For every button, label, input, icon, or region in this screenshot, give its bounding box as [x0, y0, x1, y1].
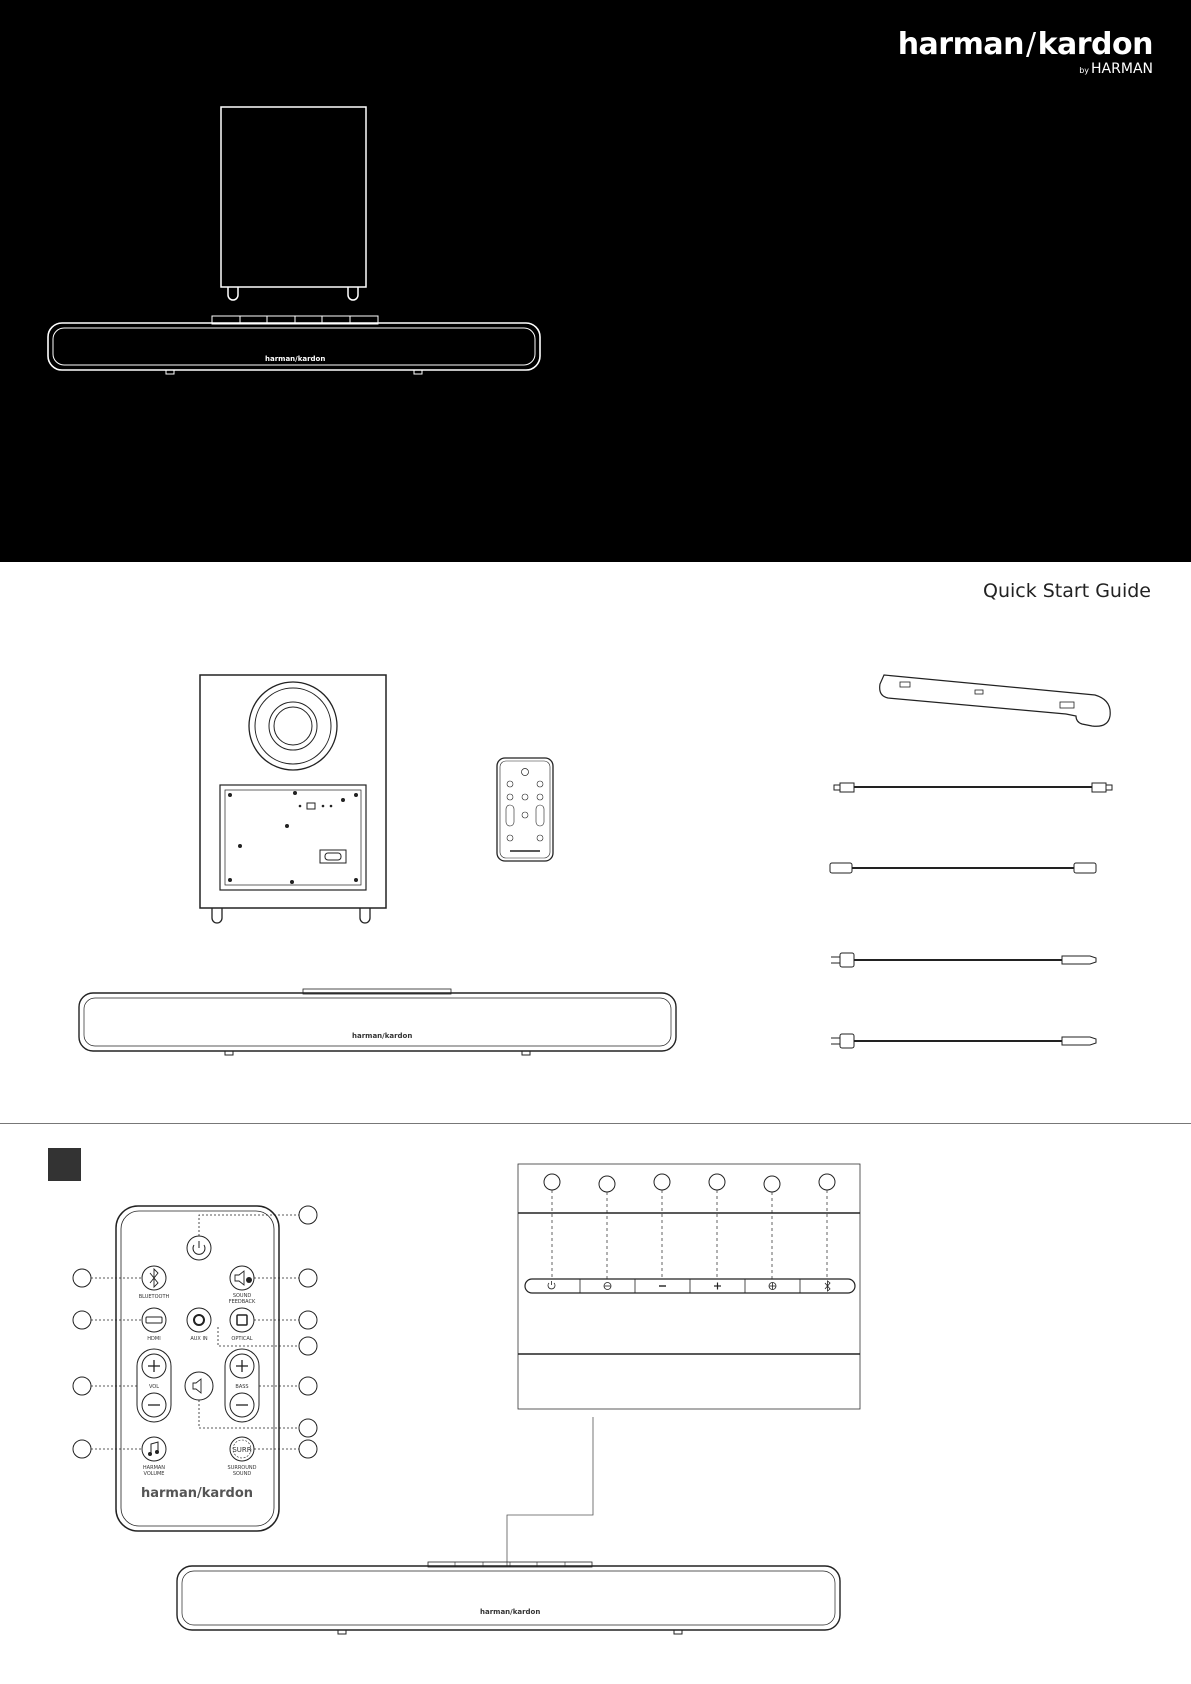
logo-kardon: kardon — [1037, 27, 1153, 62]
label-harman: HARMAN — [142, 1465, 166, 1471]
label-feedback: FEEDBACK — [228, 1299, 256, 1305]
logo-harman-parent: HARMAN — [1091, 61, 1153, 77]
label-aux-in: AUX IN — [190, 1336, 208, 1342]
label-bass: BASS — [235, 1384, 249, 1390]
label-surround: SURROUND — [227, 1465, 257, 1471]
label-surround-sound: SOUND — [232, 1471, 252, 1477]
box-soundbar-brand: harman/kardon — [352, 1032, 413, 1040]
logo-by: by — [1079, 66, 1090, 75]
label-optical: OPTICAL — [231, 1336, 253, 1342]
label-sound: SOUND — [232, 1293, 252, 1299]
label-volume: VOLUME — [143, 1471, 165, 1477]
cover-soundbar-brand: harman/kardon — [265, 355, 326, 363]
bottom-soundbar-brand: harman/kardon — [480, 1608, 541, 1616]
guide-title: Quick Start Guide — [982, 580, 1151, 602]
label-bluetooth: BLUETOOTH — [138, 1294, 170, 1300]
label-vol: VOL — [148, 1384, 160, 1390]
label-hdmi: HDMI — [147, 1336, 161, 1342]
logo-slash: / — [1025, 27, 1036, 62]
remote-brand: harman/kardon — [140, 1486, 254, 1501]
logo-harman: harman — [897, 27, 1024, 62]
label-surr-button: SURR — [232, 1446, 252, 1454]
